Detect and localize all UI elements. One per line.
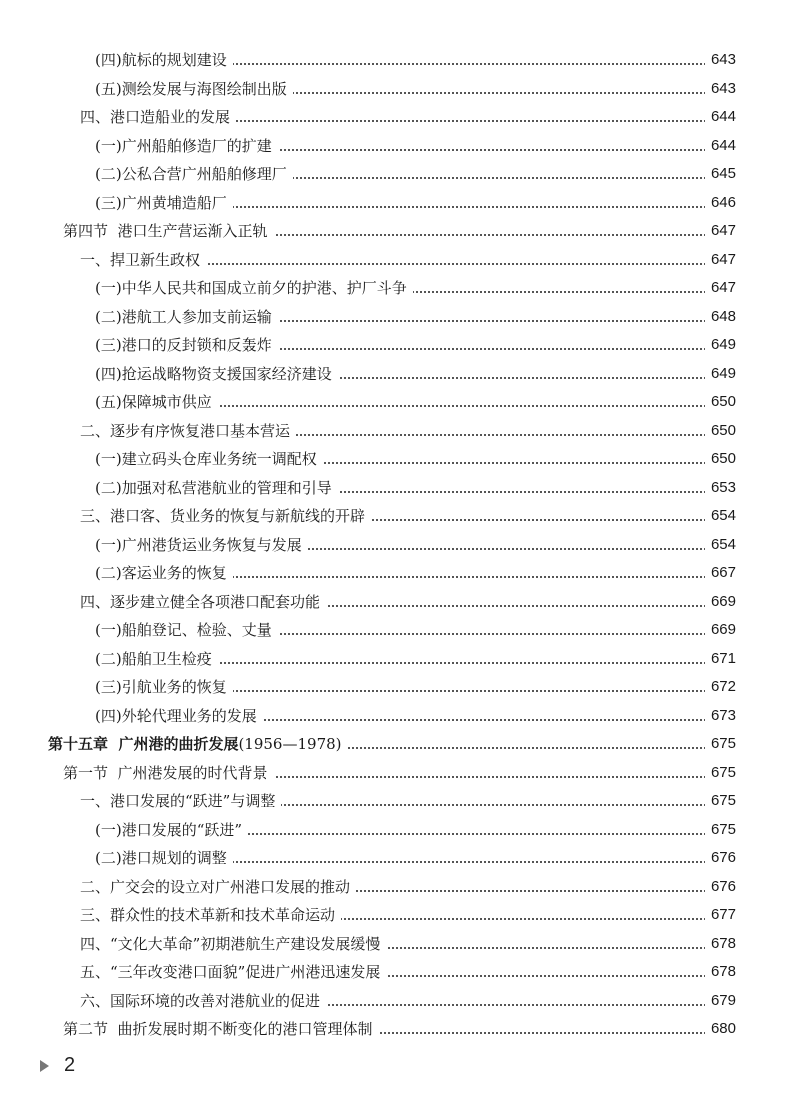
toc-page-number: 643 — [705, 46, 736, 74]
toc-entry-title: (一)港口发展的“跃进” — [95, 820, 243, 839]
toc-entry-label — [95, 474, 338, 502]
toc-entry — [0, 246, 790, 275]
toc-entry-title: 四、“文化大革命”初期港航生产建设发展缓慢 — [80, 934, 381, 953]
toc-page-number: 650 — [705, 445, 736, 473]
toc-entry — [0, 702, 790, 731]
toc-entry-label — [63, 1015, 379, 1043]
toc-entry — [0, 759, 790, 788]
toc-entry — [0, 445, 790, 474]
table-of-contents — [0, 46, 790, 1044]
toc-entry-title: 四、港口造船业的发展 — [80, 108, 231, 126]
toc-page-number: 676 — [705, 873, 736, 901]
toc-entry — [0, 217, 790, 246]
toc-page-number: 644 — [705, 132, 736, 160]
toc-entry — [0, 559, 790, 588]
toc-entry-title: (一)中华人民共和国成立前夕的护港、护厂斗争 — [95, 279, 407, 297]
toc-entry-title: (五)测绘发展与海图绘制出版 — [95, 79, 287, 98]
toc-entry — [0, 901, 790, 930]
toc-entry — [0, 531, 790, 560]
toc-entry — [0, 303, 790, 332]
toc-entry-title: 二、广交会的设立对广州港口发展的推动 — [80, 877, 351, 896]
toc-page-number: 646 — [705, 189, 736, 217]
toc-entry — [0, 616, 790, 645]
toc-entry-year-range: (1956—1978) — [238, 735, 342, 753]
toc-entry-title: (三)引航业务的恢复 — [95, 678, 227, 696]
toc-entry-title: 二、逐步有序恢复港口基本营运 — [80, 421, 291, 440]
toc-entry-label — [63, 759, 274, 787]
toc-page-number: 649 — [705, 331, 736, 359]
toc-entry-label — [95, 702, 263, 730]
toc-entry-title: (三)广州黄埔造船厂 — [95, 193, 227, 212]
toc-page-number: 645 — [705, 160, 736, 188]
toc-entry — [0, 417, 790, 446]
toc-entry-label — [63, 217, 274, 245]
toc-entry-label — [95, 303, 278, 331]
toc-entry-title: 三、港口客、货业务的恢复与新航线的开辟 — [80, 507, 366, 525]
toc-entry-label — [95, 816, 248, 844]
toc-entry-label — [95, 559, 233, 587]
toc-page-number: 648 — [705, 303, 736, 331]
toc-entry-title: 第二节 曲折发展时期不断变化的港口管理体制 — [63, 1020, 373, 1038]
toc-entry-label — [95, 445, 323, 473]
toc-entry-title: (一)建立码头仓库业务统一调配权 — [95, 450, 317, 468]
toc-entry-label — [95, 360, 338, 388]
toc-page-number: 675 — [705, 816, 736, 844]
toc-entry-title: (二)客运业务的恢复 — [95, 564, 227, 582]
toc-page-number: 677 — [705, 901, 736, 929]
toc-entry-label — [80, 930, 386, 958]
toc-entry-label — [80, 987, 326, 1015]
toc-entry-label — [95, 75, 293, 103]
toc-entry-title: (三)港口的反封锁和反轰炸 — [95, 336, 272, 354]
toc-entry-title: (二)公私合营广州船舶修理厂 — [95, 165, 287, 183]
toc-entry-label — [95, 616, 278, 644]
toc-entry-title: (一)船舶登记、检验、丈量 — [95, 621, 272, 639]
toc-page-number: 675 — [705, 730, 736, 758]
toc-entry — [0, 787, 790, 816]
toc-entry — [0, 331, 790, 360]
toc-entry-label — [80, 246, 206, 274]
toc-entry — [0, 958, 790, 987]
toc-page-number: 654 — [705, 531, 736, 559]
toc-page-number: 650 — [705, 417, 736, 445]
toc-entry-label — [95, 331, 278, 359]
triangle-marker-icon — [40, 1060, 49, 1072]
toc-page-number: 679 — [705, 987, 736, 1015]
toc-entry-label — [95, 673, 233, 701]
toc-entry-title: (一)广州船舶修造厂的扩建 — [95, 136, 272, 155]
toc-entry — [0, 360, 790, 389]
toc-entry — [0, 844, 790, 873]
toc-page-number: 675 — [705, 759, 736, 787]
toc-entry-label — [95, 531, 308, 559]
toc-entry — [0, 987, 790, 1016]
toc-entry-label — [95, 844, 233, 872]
toc-entry-title: (五)保障城市供应 — [95, 393, 212, 411]
toc-page-number: 647 — [705, 246, 736, 274]
toc-entry-title: (四)航标的规划建设 — [95, 51, 227, 69]
toc-page-number: 667 — [705, 559, 736, 587]
toc-entry-label — [80, 103, 236, 131]
toc-page-number: 673 — [705, 702, 736, 730]
page-number: 2 — [64, 1054, 76, 1076]
toc-entry — [0, 1015, 790, 1044]
toc-entry-title: 第一节 广州港发展的时代背景 — [63, 763, 268, 782]
toc-entry — [0, 502, 790, 531]
toc-entry-title: 三、群众性的技术革新和技术革命运动 — [80, 906, 336, 924]
toc-entry — [0, 673, 790, 702]
toc-entry-label — [48, 730, 348, 758]
toc-entry — [0, 588, 790, 617]
toc-page-number: 671 — [705, 645, 736, 673]
toc-entry-title: (二)船舶卫生检疫 — [95, 649, 212, 668]
toc-entry-title: (四)抢运战略物资支援国家经济建设 — [95, 364, 332, 383]
toc-entry-label — [80, 901, 341, 929]
toc-entry-label — [80, 588, 326, 616]
toc-entry — [0, 75, 790, 104]
toc-page-number: 669 — [705, 616, 736, 644]
toc-entry-label — [80, 502, 371, 530]
toc-entry-label — [80, 787, 281, 815]
toc-page-number: 654 — [705, 502, 736, 530]
toc-entry — [0, 160, 790, 189]
toc-page-number: 647 — [705, 274, 736, 302]
toc-entry — [0, 388, 790, 417]
toc-page-number: 678 — [705, 930, 736, 958]
toc-entry — [0, 132, 790, 161]
toc-entry-label — [95, 274, 413, 302]
toc-chapter-entry — [0, 730, 790, 759]
toc-page-number: 650 — [705, 388, 736, 416]
toc-entry — [0, 645, 790, 674]
toc-entry-title: 六、国际环境的改善对港航业的促进 — [80, 991, 321, 1010]
toc-entry-label — [95, 189, 233, 217]
toc-entry-label — [95, 645, 218, 673]
toc-page-number: 680 — [705, 1015, 736, 1043]
toc-entry-label — [95, 46, 233, 74]
toc-page-number: 669 — [705, 588, 736, 616]
toc-entry-title: (二)加强对私营港航业的管理和引导 — [95, 478, 332, 497]
toc-page-number: 672 — [705, 673, 736, 701]
toc-entry-title: 一、港口发展的“跃进”与调整 — [80, 792, 276, 810]
toc-entry-title: (四)外轮代理业务的发展 — [95, 706, 257, 725]
toc-page-number: 649 — [705, 360, 736, 388]
toc-page-number: 676 — [705, 844, 736, 872]
toc-entry-label — [95, 160, 293, 188]
toc-entry — [0, 873, 790, 902]
toc-entry-label — [80, 873, 356, 901]
toc-entry — [0, 46, 790, 75]
toc-page-number: 653 — [705, 474, 736, 502]
toc-page-number: 678 — [705, 958, 736, 986]
toc-entry-title: 四、逐步建立健全各项港口配套功能 — [80, 592, 321, 611]
toc-entry-label — [95, 132, 278, 160]
toc-entry — [0, 930, 790, 959]
toc-entry-title: (二)港航工人参加支前运输 — [95, 307, 272, 326]
toc-page-number: 644 — [705, 103, 736, 131]
toc-entry-label — [80, 417, 296, 445]
toc-entry — [0, 274, 790, 303]
toc-entry-title: 一、捍卫新生政权 — [80, 250, 201, 269]
toc-page-number: 643 — [705, 75, 736, 103]
toc-page-number: 675 — [705, 787, 736, 815]
toc-entry-title: 五、“三年改变港口面貌”促进广州港迅速发展 — [80, 963, 381, 981]
toc-entry-label — [95, 388, 218, 416]
toc-entry-title: (二)港口规划的调整 — [95, 849, 227, 867]
toc-entry — [0, 103, 790, 132]
toc-entry-label — [80, 958, 386, 986]
toc-entry-title: 第四节 港口生产营运渐入正轨 — [63, 222, 268, 240]
toc-entry-title: 第十五章 广州港的曲折发展 — [48, 735, 239, 753]
toc-entry — [0, 474, 790, 503]
toc-entry — [0, 816, 790, 845]
toc-entry-title: (一)广州港货运业务恢复与发展 — [95, 535, 302, 554]
toc-page-number: 647 — [705, 217, 736, 245]
toc-entry — [0, 189, 790, 218]
